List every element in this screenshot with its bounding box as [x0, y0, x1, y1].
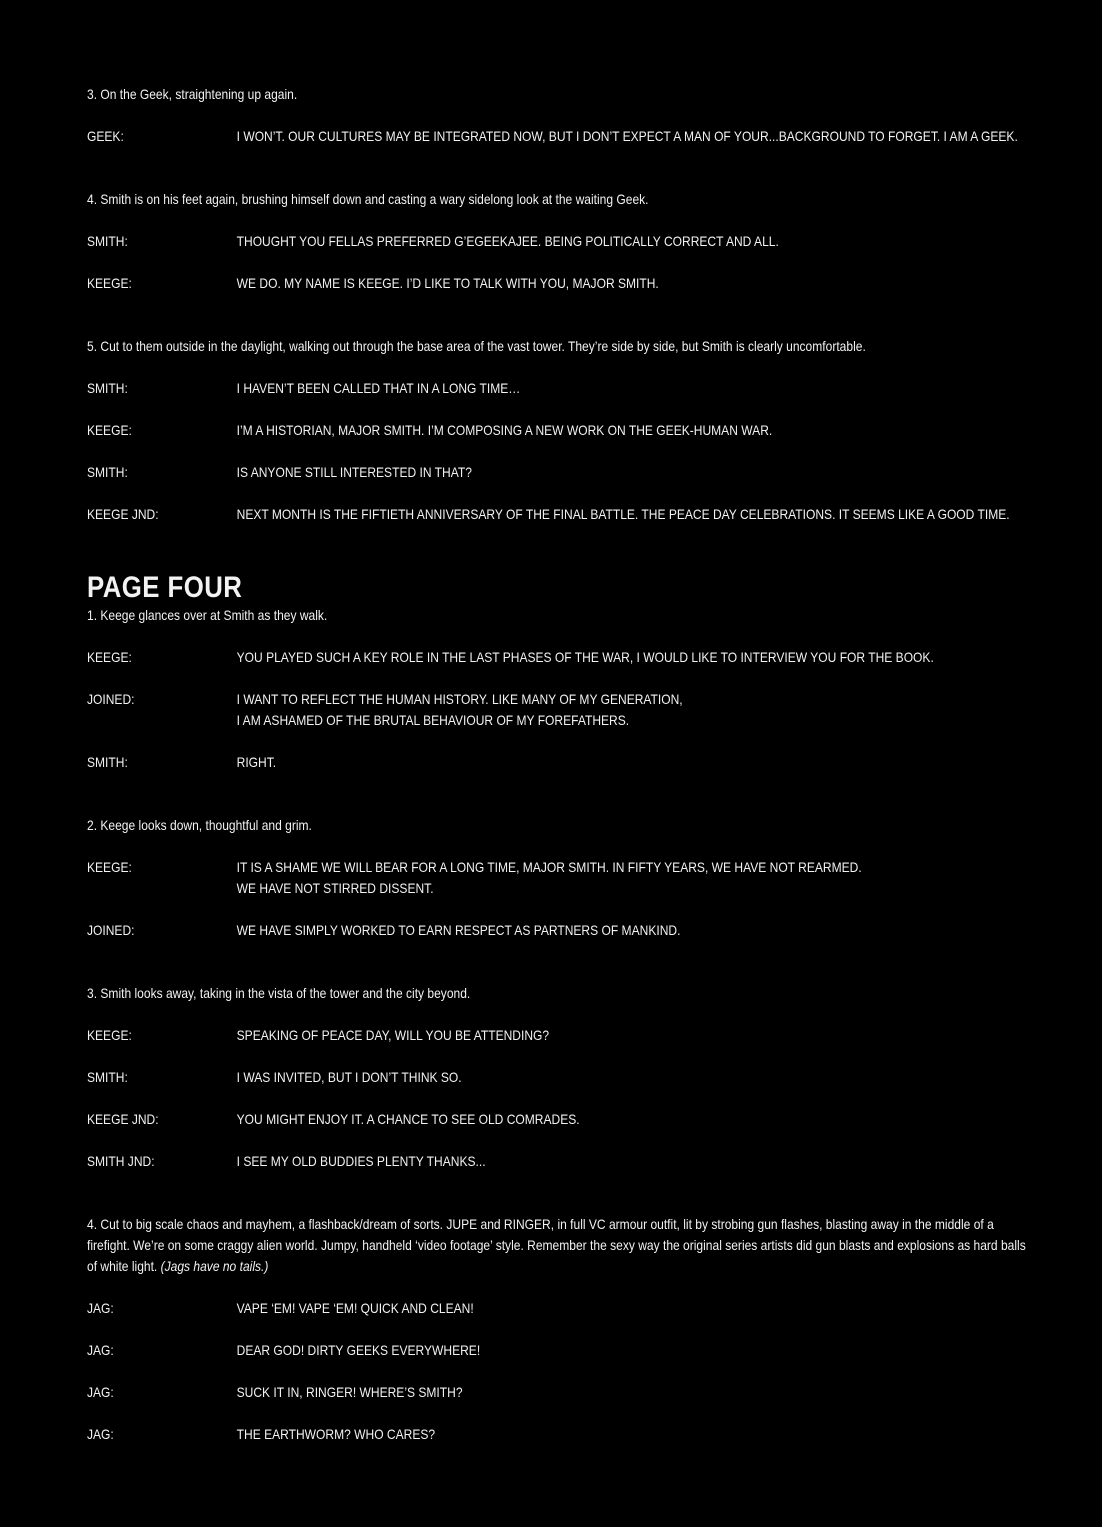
speaker-name: SMITH:: [87, 233, 128, 249]
dialogue-line: [87, 126, 1027, 147]
speaker-name: KEEGE:: [87, 649, 132, 665]
speaker-name: KEEGE:: [87, 422, 132, 438]
dialogue-line: [87, 1067, 1027, 1088]
dialogue-line: [87, 1151, 1027, 1172]
dialogue-line: [87, 1382, 1027, 1403]
speaker-name: KEEGE:: [87, 859, 132, 875]
dialogue-text: YOU PLAYED SUCH A KEY ROLE IN THE LAST PHASES OF THE WAR, I WOULD LIKE TO INTERVIEW YOU FOR THE BOOK.: [236, 649, 934, 665]
dialogue-text: WE DO. MY NAME IS KEEGE. I’D LIKE TO TALK WITH YOU, MAJOR SMITH.: [236, 275, 659, 291]
dialogue-line: [87, 647, 1027, 668]
panel-description: 1. Keege glances over at Smith as they walk.: [87, 607, 328, 623]
panel-description: 4. Smith is on his feet again, brushing himself down and casting a wary sidelong look at the waiting Geek.: [87, 191, 649, 207]
dialogue-line: [87, 1340, 1027, 1361]
dialogue-text: THOUGHT YOU FELLAS PREFERRED G’EGEEKAJEE. BEING POLITICALLY CORRECT AND ALL.: [236, 233, 779, 249]
panel-description: [87, 1214, 1027, 1277]
speaker-name: SMITH:: [87, 754, 128, 770]
speaker-name: KEEGE:: [87, 275, 132, 291]
page-heading: PAGE FOUR: [87, 571, 243, 604]
dialogue-text: I WAS INVITED, BUT I DON’T THINK SO.: [236, 1069, 462, 1085]
speaker-name: SMITH JND:: [87, 1153, 155, 1169]
dialogue-text: I WANT TO REFLECT THE HUMAN HISTORY. LIKE MANY OF MY GENERATION, I AM ASHAMED OF THE BRUTAL BEHAVIOUR OF MY FOREFATHERS.: [236, 691, 683, 728]
speaker-name: SMITH:: [87, 464, 128, 480]
speaker-name: KEEGE:: [87, 1027, 132, 1043]
dialogue-line: [87, 857, 1027, 899]
dialogue-text: I HAVEN’T BEEN CALLED THAT IN A LONG TIME…: [236, 380, 521, 396]
dialogue-line: [87, 752, 1027, 773]
dialogue-line: [87, 1424, 1027, 1445]
dialogue-text: SUCK IT IN, RINGER! WHERE’S SMITH?: [236, 1384, 463, 1400]
dialogue-line: [87, 504, 1027, 525]
script-page: [87, 84, 1027, 1445]
speaker-name: SMITH:: [87, 1069, 128, 1085]
dialogue-text: I SEE MY OLD BUDDIES PLENTY THANKS...: [236, 1153, 486, 1169]
speaker-name: GEEK:: [87, 128, 124, 144]
panel-description: 3. On the Geek, straightening up again.: [87, 86, 298, 102]
dialogue-text: IS ANYONE STILL INTERESTED IN THAT?: [236, 464, 472, 480]
dialogue-text: DEAR GOD! DIRTY GEEKS EVERYWHERE!: [236, 1342, 481, 1358]
speaker-name: KEEGE JND:: [87, 1111, 159, 1127]
dialogue-line: [87, 378, 1027, 399]
speaker-name: JOINED:: [87, 691, 135, 707]
dialogue-text: RIGHT.: [236, 754, 277, 770]
panel-description-text: 4. Cut to big scale chaos and mayhem, a flashback/dream of sorts. JUPE and RINGER, in full VC armour outfit, lit by strobing gun flashes, blasting away in the middle of a firefight. We’re on some craggy alien world. Jumpy, handheld ‘video footage’ style. Remember the sexy way the original series artists did gun blasts and explosions as hard balls of white light.: [87, 1216, 1026, 1274]
dialogue-text: IT IS A SHAME WE WILL BEAR FOR A LONG TIME, MAJOR SMITH. IN FIFTY YEARS, WE HAVE NOT REARMED. WE HAVE NOT STIRRED DISSENT.: [236, 859, 862, 896]
dialogue-line: [87, 231, 1027, 252]
speaker-name: JOINED:: [87, 922, 135, 938]
dialogue-line: [87, 1025, 1027, 1046]
dialogue-text: NEXT MONTH IS THE FIFTIETH ANNIVERSARY OF THE FINAL BATTLE. THE PEACE DAY CELEBRATIONS. IT SEEMS LIKE A GOOD TIME.: [236, 506, 1010, 522]
dialogue-text: I WON’T. OUR CULTURES MAY BE INTEGRATED NOW, BUT I DON’T EXPECT A MAN OF YOUR...BACKGROUND TO FORGET. I AM A GEEK.: [236, 128, 1018, 144]
panel-description: 3. Smith looks away, taking in the vista of the tower and the city beyond.: [87, 985, 471, 1001]
dialogue-line: [87, 420, 1027, 441]
panel-description: 5. Cut to them outside in the daylight, walking out through the base area of the vast tower. They’re side by side, but Smith is clearly uncomfortable.: [87, 338, 866, 354]
panel-description-note: (Jags have no tails.): [160, 1258, 269, 1274]
dialogue-line: [87, 689, 1027, 731]
dialogue-line: [87, 462, 1027, 483]
speaker-name: SMITH:: [87, 380, 128, 396]
dialogue-line: [87, 920, 1027, 941]
dialogue-text: I’M A HISTORIAN, MAJOR SMITH. I’M COMPOSING A NEW WORK ON THE GEEK-HUMAN WAR.: [236, 422, 773, 438]
speaker-name: JAG:: [87, 1384, 114, 1400]
dialogue-line: [87, 1298, 1027, 1319]
dialogue-text: VAPE ‘EM! VAPE ‘EM! QUICK AND CLEAN!: [236, 1300, 474, 1316]
dialogue-text: YOU MIGHT ENJOY IT. A CHANCE TO SEE OLD COMRADES.: [236, 1111, 580, 1127]
dialogue-line: [87, 1109, 1027, 1130]
speaker-name: JAG:: [87, 1342, 114, 1358]
panel-description: 2. Keege looks down, thoughtful and grim.: [87, 817, 312, 833]
speaker-name: KEEGE JND:: [87, 506, 159, 522]
dialogue-text: WE HAVE SIMPLY WORKED TO EARN RESPECT AS PARTNERS OF MANKIND.: [236, 922, 681, 938]
dialogue-text: THE EARTHWORM? WHO CARES?: [236, 1426, 436, 1442]
speaker-name: JAG:: [87, 1300, 114, 1316]
dialogue-text: SPEAKING OF PEACE DAY, WILL YOU BE ATTENDING?: [236, 1027, 550, 1043]
dialogue-line: [87, 273, 1027, 294]
speaker-name: JAG:: [87, 1426, 114, 1442]
